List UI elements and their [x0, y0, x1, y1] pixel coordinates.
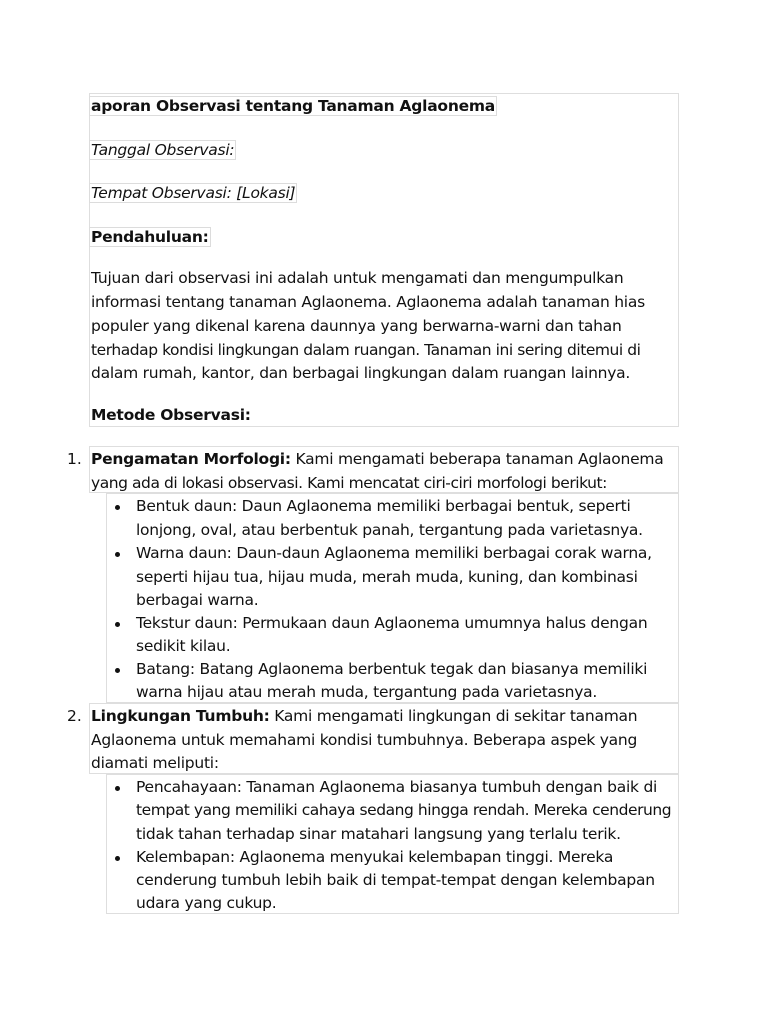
- item2-third-line: diamati meliputi:: [91, 754, 219, 772]
- observation-date-label: [91, 138, 236, 162]
- bullet-dot-icon: [115, 856, 120, 861]
- list-number: 1.: [67, 450, 82, 468]
- bullet-line: Pencahayaan: Tanaman Aglaonema biasanya tumbuh dengan baik di: [136, 778, 658, 796]
- bullet-dot-icon: [115, 505, 120, 510]
- intro-line: informasi tentang tanaman Aglaonema. Aglaonema adalah tanaman hias: [91, 293, 645, 311]
- bullet-line: warna hijau atau merah muda, tergantung pada varietasnya.: [136, 683, 598, 701]
- item1-first-line: [91, 447, 663, 471]
- bullet-line: Warna daun: Daun-daun Aglaonema memiliki berbagai corak warna,: [136, 544, 652, 562]
- intro-line: dalam rumah, kantor, dan berbagai lingkungan dalam ruangan lainnya.: [91, 364, 631, 382]
- item2-heading: Lingkungan Tumbuh:: [91, 707, 270, 725]
- bullet-line: cenderung tumbuh lebih baik di tempat-tempat dengan kelembapan: [136, 871, 655, 889]
- bullet-dot-icon: [115, 668, 120, 673]
- bullet-line: berbagai warna.: [136, 591, 259, 609]
- item1-text: Kami mengamati beberapa tanaman Aglaonema: [290, 450, 664, 468]
- bullet-line: seperti hijau tua, hijau muda, merah muda, kuning, dan kombinasi: [136, 568, 638, 586]
- item1-heading: Pengamatan Morfologi:: [91, 450, 291, 468]
- list-number: 2.: [67, 707, 82, 725]
- bullet-line: Kelembapan: Aglaonema menyukai kelembapan tinggi. Mereka: [136, 848, 614, 866]
- item2-text: Kami mengamati lingkungan di sekitar tanaman: [269, 707, 638, 725]
- bullet-dot-icon: [115, 786, 120, 791]
- bullet-line: tidak tahan terhadap sinar matahari langsung yang terlalu terik.: [136, 825, 621, 843]
- bullet-line: Batang: Batang Aglaonema berbentuk tegak dan biasanya memiliki: [136, 660, 648, 678]
- item2-second-line: Aglaonema untuk memahami kondisi tumbuhnya. Beberapa aspek yang: [91, 731, 638, 749]
- bullet-line: udara yang cukup.: [136, 894, 277, 912]
- document-title: [91, 94, 497, 118]
- bullet-dot-icon: [115, 622, 120, 627]
- intro-heading-text: Pendahuluan:: [91, 228, 209, 246]
- item2-first-line: [91, 704, 637, 728]
- intro-line: terhadap kondisi lingkungan dalam ruangan. Tanaman ini sering ditemui di: [91, 341, 641, 359]
- bullet-line: Tekstur daun: Permukaan daun Aglaonema umumnya halus dengan: [136, 614, 648, 632]
- bullet-line: Bentuk daun: Daun Aglaonema memiliki berbagai bentuk, seperti: [136, 497, 631, 515]
- bullet-line: lonjong, oval, atau berbentuk panah, tergantung pada varietasnya.: [136, 521, 643, 539]
- document-title-text: aporan Observasi tentang Tanaman Aglaonema: [91, 97, 495, 115]
- intro-heading: [91, 225, 211, 249]
- item1-second-line: yang ada di lokasi observasi. Kami mencatat ciri-ciri morfologi berikut:: [91, 474, 607, 492]
- observation-place-label: [91, 181, 297, 205]
- bullet-dot-icon: [115, 552, 120, 557]
- observation-place-text: Tempat Observasi: [Lokasi]: [91, 184, 296, 202]
- intro-line: populer yang dikenal karena daunnya yang berwarna-warni dan tahan: [91, 317, 622, 335]
- observation-date-text: Tanggal Observasi:: [91, 141, 235, 159]
- method-heading: Metode Observasi:: [91, 406, 251, 424]
- intro-line: Tujuan dari observasi ini adalah untuk mengamati dan mengumpulkan: [91, 269, 624, 287]
- bullet-line: sedikit kilau.: [136, 637, 231, 655]
- bullet-line: tempat yang memiliki cahaya sedang hingga rendah. Mereka cenderung: [136, 801, 672, 819]
